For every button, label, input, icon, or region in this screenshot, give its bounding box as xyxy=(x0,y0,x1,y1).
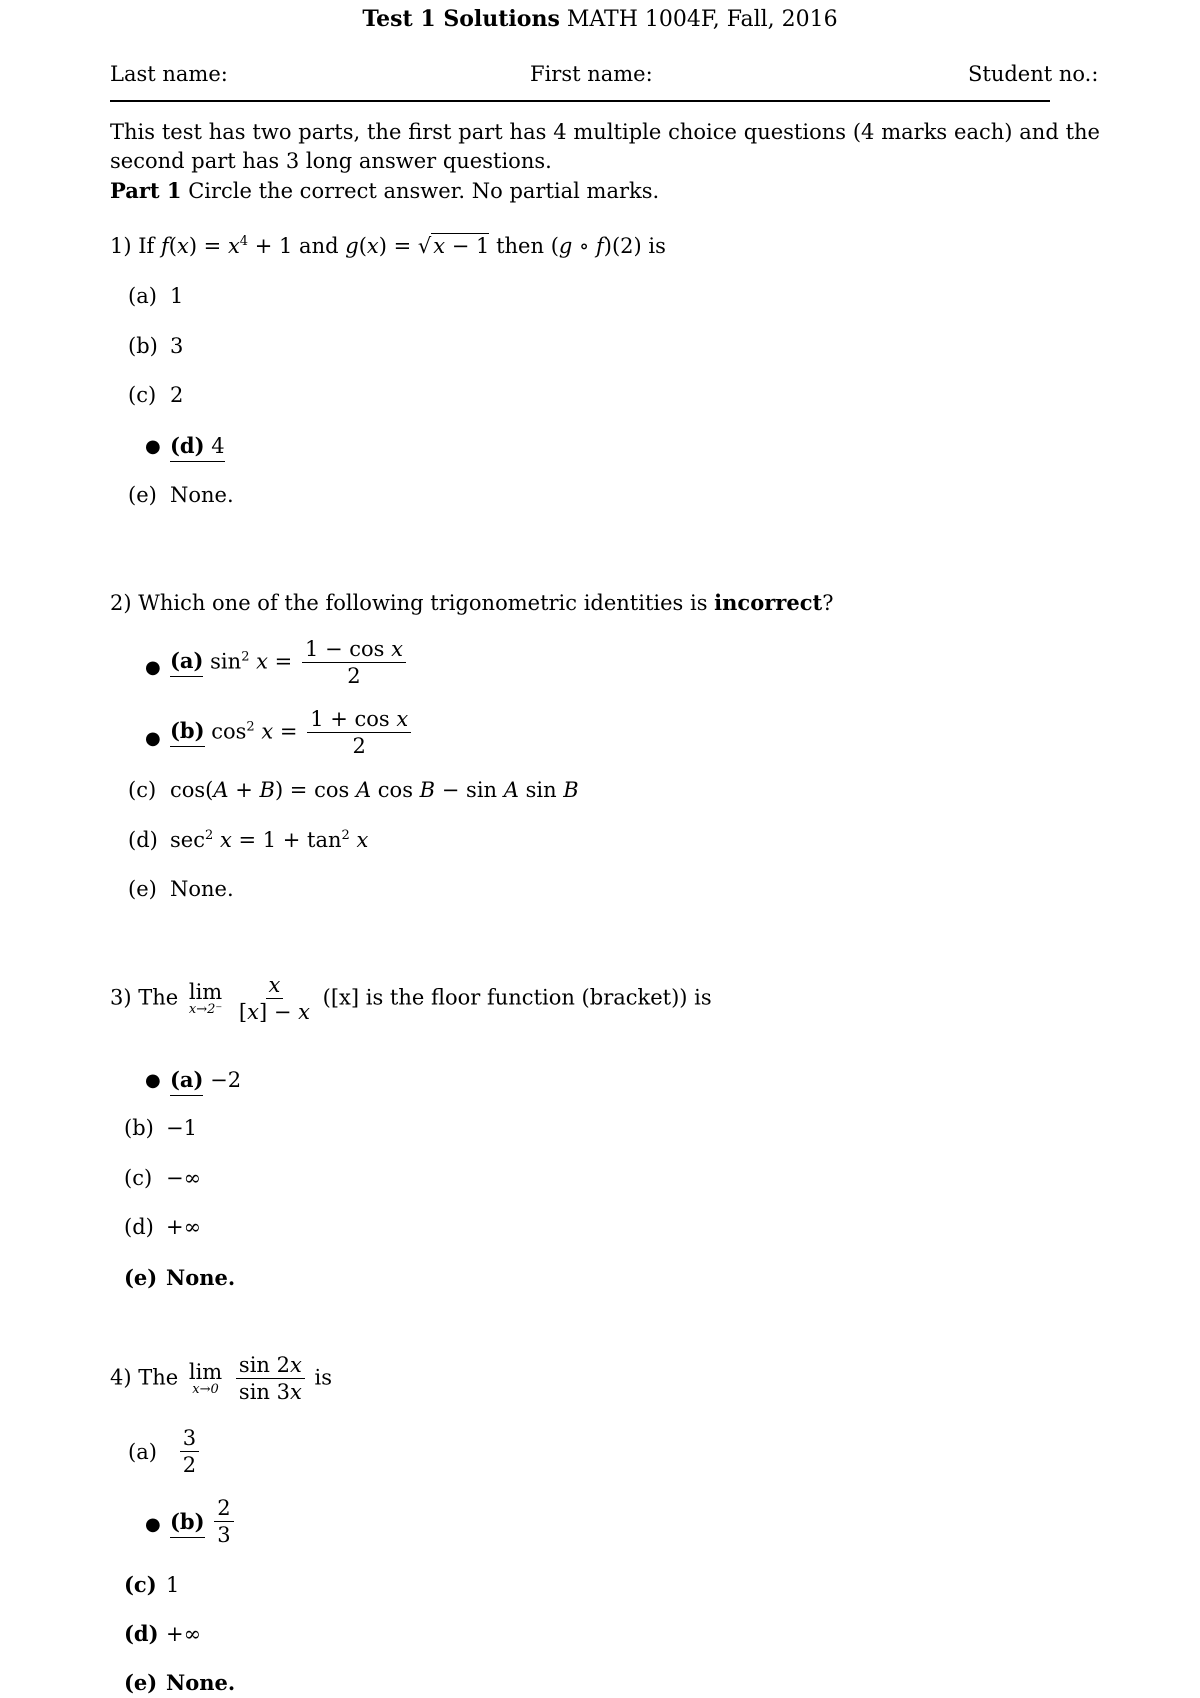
q4-stem: 4) The lim x→0 $\frac{\sin 2x}{\sin 3x}$ is xyxy=(110,1353,333,1405)
q2-option-c[interactable]: (c) cos(A + B) = cos A cos B − sin A sin B xyxy=(128,778,579,802)
q3-option-a-correct[interactable]: (a) −2 xyxy=(170,1067,241,1092)
q2-option-a-correct[interactable]: (a) $\sin^2 x$ = $\frac{\text{1 − cos x}}{2}$ xyxy=(170,636,409,690)
last-name-label: Last name: xyxy=(110,62,228,86)
q2-option-b-correct[interactable]: (b) $\cos^2 x$ = $\frac{\text{1 + cos x}}{2}$ xyxy=(170,706,414,760)
q4-option-d[interactable]: (d) +∞ xyxy=(124,1621,202,1646)
q3-option-d[interactable]: (d) +∞ xyxy=(124,1215,202,1239)
q3-option-b[interactable]: (b) −1 xyxy=(124,1116,197,1140)
q2-stem: 2) Which one of the following trigonometric identities is incorrect? xyxy=(110,590,834,615)
q2-option-e[interactable]: (e) None. xyxy=(128,877,234,901)
q3-option-e[interactable]: (e) None. xyxy=(124,1265,236,1290)
title-bold: Test 1 Solutions xyxy=(362,6,560,32)
q3-option-c[interactable]: (c) −∞ xyxy=(124,1166,202,1190)
intro-text: This test has two parts, the first part has 4 multiple choice questions (4 marks each) and the second part has 3 long answer questions. xyxy=(110,120,1100,173)
q3-stem: 3) The lim x→2⁻ $\frac{x}{[x] - x}$ ([x] is the floor function (bracket)) is xyxy=(110,973,712,1025)
q1-option-e[interactable]: (e) None. xyxy=(128,483,234,507)
q1-number: 1) xyxy=(110,234,132,258)
q2-option-d[interactable]: (d) $\sec^2 x = 1 + \tan^2 x$ xyxy=(128,828,369,852)
title-rest: MATH 1004F, Fall, 2016 xyxy=(559,7,838,32)
bullet-icon: ● xyxy=(145,657,161,678)
q4-option-e[interactable]: (e) None. xyxy=(124,1670,236,1695)
first-name-label: First name: xyxy=(530,62,653,86)
student-no-label: Student no.: xyxy=(968,62,1099,86)
intro-paragraph xyxy=(110,118,1100,206)
q1-option-d-correct[interactable]: (d) 4 xyxy=(170,433,225,458)
q4-option-a[interactable]: (a) $\frac{3}{2}$ xyxy=(128,1425,202,1479)
q4-option-b-correct[interactable]: (b) $\frac{2}{3}$ xyxy=(170,1495,237,1549)
name-line xyxy=(110,100,1050,102)
bullet-icon: ● xyxy=(145,1514,161,1535)
bullet-icon: ● xyxy=(145,728,161,749)
part-label: Part 1 xyxy=(110,178,182,203)
q1-option-c[interactable]: (c) 2 xyxy=(128,383,184,407)
q1-option-b[interactable]: (b) 3 xyxy=(128,334,184,358)
bullet-icon: ● xyxy=(145,1070,161,1091)
q1-stem: 1) If $f(x) = x^4 + 1$ and g(x) = √x − 1 then (g ∘ f)(2) is xyxy=(110,234,666,258)
bullet-icon: ● xyxy=(145,436,161,457)
page-title xyxy=(0,6,1200,32)
q1-option-a[interactable]: (a) 1 xyxy=(128,284,184,308)
part-instructions: Circle the correct answer. No partial marks. xyxy=(181,179,660,203)
q4-option-c[interactable]: (c) 1 xyxy=(124,1572,180,1597)
